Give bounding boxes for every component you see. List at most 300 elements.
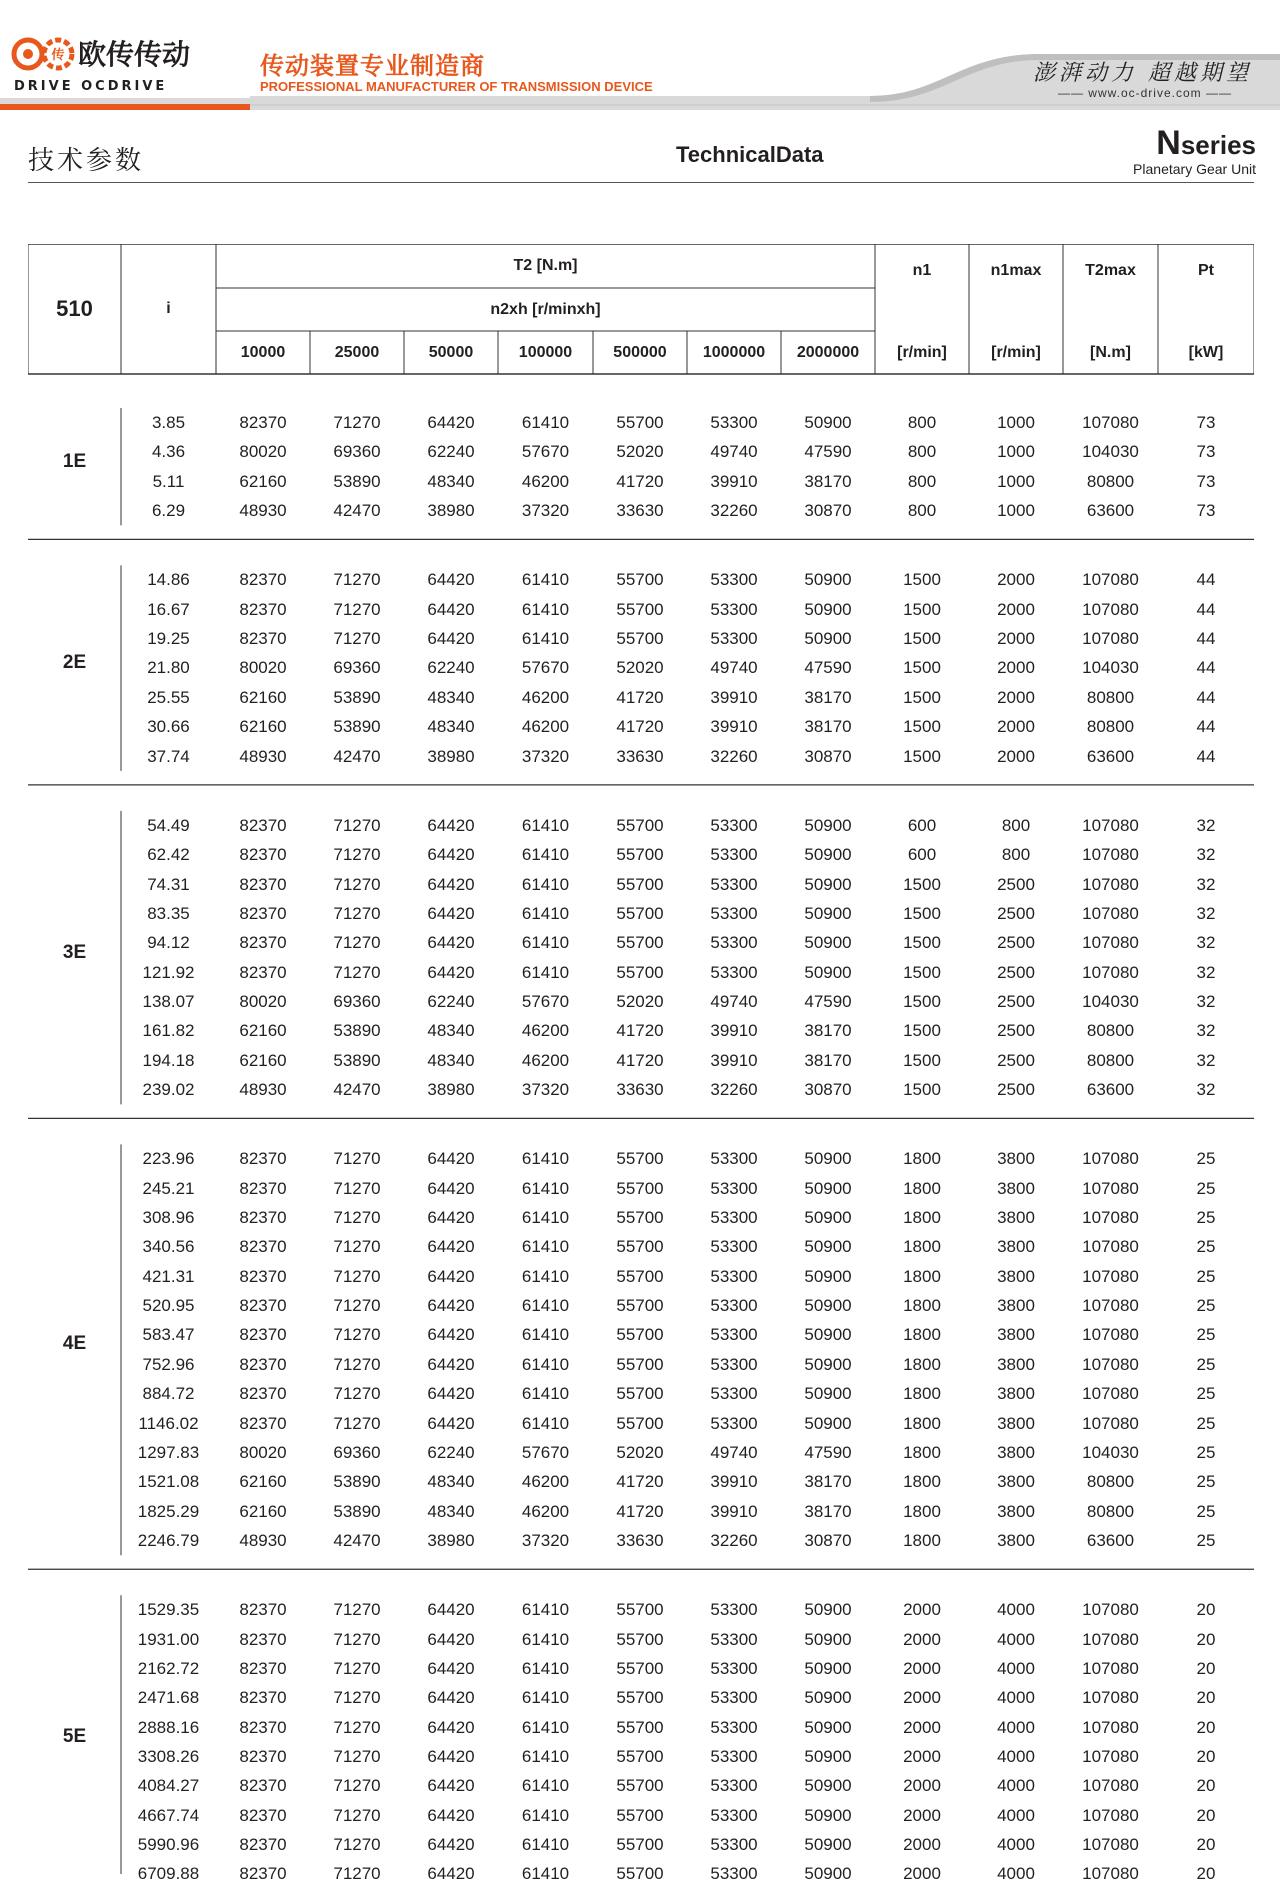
value-cell: 37320	[521, 746, 570, 766]
value-cell: 61410	[521, 874, 570, 894]
value-cell: 53300	[710, 1149, 758, 1169]
value-cell: 82370	[239, 815, 287, 835]
value-cell: 38170	[804, 1050, 852, 1070]
model-number: 510	[56, 296, 93, 321]
column-unit-pt: [kW]	[1188, 344, 1224, 361]
value-cell: 1800	[903, 1384, 941, 1404]
value-cell: 53890	[333, 471, 381, 491]
value-cell: 71270	[333, 570, 381, 590]
value-cell: 50900	[804, 845, 852, 865]
value-cell: 71270	[333, 933, 381, 953]
ratio-cell: 520.95	[142, 1296, 195, 1316]
value-cell: 82370	[239, 1629, 287, 1649]
ratio-cell: 19.25	[147, 629, 190, 649]
n2xh-value-header: 500000	[613, 344, 667, 361]
value-cell: 50900	[804, 1658, 852, 1678]
ratio-cell: 37.74	[147, 746, 190, 766]
value-cell: 30870	[804, 746, 852, 766]
value-cell: 1500	[903, 933, 941, 953]
value-cell: 800	[1001, 815, 1031, 835]
value-cell: 69360	[333, 991, 381, 1011]
value-cell: 71270	[333, 413, 381, 432]
value-cell: 61410	[521, 599, 570, 619]
value-cell: 50900	[804, 933, 852, 953]
value-cell: 38170	[804, 1021, 852, 1041]
value-cell: 50900	[804, 599, 852, 619]
column-unit-n1: [r/min]	[897, 344, 947, 361]
ratio-cell: 1297.83	[137, 1442, 200, 1462]
ratio-cell: 121.92	[142, 962, 195, 982]
value-cell: 71270	[333, 1658, 381, 1678]
value-cell: 107080	[1082, 599, 1139, 619]
value-cell: 61410	[521, 903, 570, 923]
value-cell: 53300	[710, 1658, 758, 1678]
value-cell: 64420	[427, 1149, 475, 1169]
value-cell: 44	[1196, 658, 1216, 678]
value-cell: 49740	[710, 442, 758, 462]
value-cell: 33630	[616, 1530, 664, 1550]
value-cell: 32	[1196, 991, 1216, 1011]
value-cell: 47590	[804, 1442, 852, 1462]
value-cell: 2000	[903, 1805, 941, 1825]
value-cell: 48340	[427, 1050, 475, 1070]
value-cell: 32260	[710, 501, 758, 521]
value-cell: 64420	[427, 1688, 475, 1708]
value-cell: 1500	[903, 570, 941, 590]
value-cell: 107080	[1082, 962, 1139, 982]
value-cell: 64420	[427, 1658, 475, 1678]
value-cell: 55700	[616, 815, 664, 835]
value-cell: 82370	[239, 1747, 287, 1766]
value-cell: 1000	[997, 442, 1035, 462]
value-cell: 2500	[997, 1080, 1035, 1099]
series-badge: Nseries Planetary Gear Unit	[1133, 124, 1256, 177]
value-cell: 82370	[239, 1805, 287, 1825]
value-cell: 32	[1196, 845, 1216, 865]
value-cell: 50900	[804, 874, 852, 894]
value-cell: 53300	[710, 1266, 758, 1286]
ratio-cell: 239.02	[142, 1080, 195, 1099]
value-cell: 4000	[997, 1776, 1035, 1796]
ratio-cell: 25.55	[147, 687, 190, 707]
value-cell: 20	[1196, 1835, 1216, 1855]
value-cell: 800	[907, 501, 937, 521]
value-cell: 64420	[427, 1776, 475, 1796]
value-cell: 107080	[1082, 1805, 1139, 1825]
value-cell: 64420	[427, 1805, 475, 1825]
value-cell: 57670	[521, 991, 570, 1011]
ratio-cell: 5990.96	[137, 1835, 200, 1855]
value-cell: 1800	[903, 1178, 941, 1198]
column-header-pt: Pt	[1198, 262, 1214, 279]
value-cell: 44	[1196, 599, 1216, 619]
value-cell: 50900	[804, 962, 852, 982]
value-cell: 64420	[427, 903, 475, 923]
value-cell: 53300	[710, 933, 758, 953]
t2-header: T2 [N.m]	[513, 257, 578, 274]
value-cell: 2000	[997, 658, 1035, 678]
value-cell: 3800	[997, 1413, 1035, 1433]
value-cell: 107080	[1082, 1384, 1139, 1404]
value-cell: 64420	[427, 1325, 475, 1345]
value-cell: 38980	[427, 746, 475, 766]
value-cell: 55700	[616, 962, 664, 982]
ratio-cell: 83.35	[147, 903, 190, 923]
value-cell: 53300	[710, 1717, 758, 1737]
value-cell: 49740	[710, 991, 758, 1011]
value-cell: 1500	[903, 746, 941, 766]
value-cell: 41720	[616, 1050, 664, 1070]
value-cell: 50900	[804, 1747, 852, 1766]
column-unit-n1max: [r/min]	[991, 344, 1041, 361]
value-cell: 107080	[1082, 413, 1139, 432]
value-cell: 107080	[1082, 1600, 1139, 1620]
value-cell: 82370	[239, 962, 287, 982]
value-cell: 61410	[521, 1747, 570, 1766]
value-cell: 53300	[710, 413, 758, 432]
value-cell: 1500	[903, 658, 941, 678]
value-cell: 32	[1196, 1021, 1216, 1041]
value-cell: 80020	[239, 991, 287, 1011]
value-cell: 50900	[804, 570, 852, 590]
value-cell: 71270	[333, 1688, 381, 1708]
value-cell: 50900	[804, 1835, 852, 1855]
value-cell: 71270	[333, 1600, 381, 1620]
value-cell: 107080	[1082, 1296, 1139, 1316]
value-cell: 104030	[1082, 991, 1139, 1011]
ratio-cell: 14.86	[147, 570, 190, 590]
value-cell: 61410	[521, 1600, 570, 1620]
stage-group-label: 2E	[62, 652, 87, 674]
value-cell: 2000	[903, 1835, 941, 1855]
value-cell: 2000	[903, 1629, 941, 1649]
ratio-cell: 5.11	[152, 471, 185, 491]
value-cell: 61410	[521, 413, 570, 432]
value-cell: 107080	[1082, 1688, 1139, 1708]
value-cell: 50900	[804, 1805, 852, 1825]
value-cell: 61410	[521, 815, 570, 835]
value-cell: 38980	[427, 501, 475, 521]
value-cell: 38170	[804, 717, 852, 737]
value-cell: 61410	[521, 933, 570, 953]
value-cell: 33630	[616, 1080, 664, 1099]
value-cell: 53300	[710, 1776, 758, 1796]
page-title-en: TechnicalData	[676, 142, 824, 167]
value-cell: 46200	[521, 1501, 570, 1521]
value-cell: 4000	[997, 1629, 1035, 1649]
value-cell: 38980	[427, 1530, 475, 1550]
svg-text:DRIVE OCDRIVE: DRIVE OCDRIVE	[14, 79, 168, 94]
value-cell: 3800	[997, 1501, 1035, 1521]
value-cell: 2000	[997, 746, 1035, 766]
value-cell: 71270	[333, 1354, 381, 1374]
ratio-cell: 54.49	[147, 815, 190, 835]
value-cell: 61410	[521, 1384, 570, 1404]
value-cell: 55700	[616, 1266, 664, 1286]
value-cell: 55700	[616, 570, 664, 590]
value-cell: 50900	[804, 1354, 852, 1374]
ratio-cell: 1529.35	[137, 1600, 200, 1620]
value-cell: 53890	[333, 1501, 381, 1521]
value-cell: 64420	[427, 1864, 475, 1884]
value-cell: 53300	[710, 962, 758, 982]
value-cell: 53300	[710, 1354, 758, 1374]
value-cell: 57670	[521, 442, 570, 462]
value-cell: 61410	[521, 1776, 570, 1796]
value-cell: 53300	[710, 1296, 758, 1316]
value-cell: 82370	[239, 1178, 287, 1198]
value-cell: 107080	[1082, 1237, 1139, 1257]
ratio-cell: 245.21	[142, 1178, 195, 1198]
value-cell: 69360	[333, 1442, 381, 1462]
value-cell: 3800	[997, 1178, 1035, 1198]
value-cell: 53300	[710, 1237, 758, 1257]
value-cell: 55700	[616, 1747, 664, 1766]
value-cell: 53300	[710, 1600, 758, 1620]
value-cell: 71270	[333, 903, 381, 923]
value-cell: 4000	[997, 1600, 1035, 1620]
value-cell: 3800	[997, 1237, 1035, 1257]
column-header-n1max: n1max	[990, 262, 1042, 279]
value-cell: 600	[907, 845, 937, 865]
value-cell: 53890	[333, 717, 381, 737]
n2xh-value-header: 10000	[240, 344, 286, 361]
value-cell: 82370	[239, 933, 287, 953]
value-cell: 1500	[903, 962, 941, 982]
value-cell: 55700	[616, 903, 664, 923]
value-cell: 2000	[903, 1600, 941, 1620]
value-cell: 50900	[804, 413, 852, 432]
value-cell: 107080	[1082, 815, 1139, 835]
value-cell: 48340	[427, 1021, 475, 1041]
value-cell: 82370	[239, 874, 287, 894]
value-cell: 71270	[333, 1805, 381, 1825]
value-cell: 2000	[903, 1717, 941, 1737]
value-cell: 107080	[1082, 1354, 1139, 1374]
value-cell: 82370	[239, 1384, 287, 1404]
value-cell: 53300	[710, 815, 758, 835]
value-cell: 104030	[1082, 658, 1139, 678]
value-cell: 50900	[804, 1864, 852, 1884]
ratio-cell: 2162.72	[137, 1658, 200, 1678]
value-cell: 71270	[333, 629, 381, 649]
n2xh-header: n2xh [r/minxh]	[490, 301, 601, 318]
value-cell: 4000	[997, 1864, 1035, 1884]
stage-group-label: 5E	[62, 1726, 87, 1748]
value-cell: 62160	[239, 1050, 287, 1070]
value-cell: 48340	[427, 471, 475, 491]
ratio-cell: 6.29	[151, 501, 186, 521]
website-link[interactable]: —— www.oc-drive.com ——	[1057, 86, 1232, 100]
value-cell: 38170	[804, 1501, 852, 1521]
ratio-cell: 138.07	[142, 991, 195, 1011]
value-cell: 800	[907, 413, 937, 432]
value-cell: 61410	[521, 1835, 570, 1855]
value-cell: 61410	[521, 1413, 570, 1433]
value-cell: 32	[1196, 1050, 1216, 1070]
value-cell: 800	[1001, 845, 1031, 865]
value-cell: 80800	[1086, 1501, 1135, 1521]
ratio-cell: 74.31	[147, 874, 190, 894]
value-cell: 32	[1196, 903, 1216, 923]
n2xh-value-header: 25000	[334, 344, 380, 361]
value-cell: 50900	[804, 1296, 852, 1316]
value-cell: 41720	[616, 1472, 664, 1492]
value-cell: 4000	[997, 1688, 1035, 1708]
value-cell: 57670	[521, 1442, 570, 1462]
value-cell: 2000	[997, 687, 1035, 707]
value-cell: 20	[1196, 1600, 1216, 1620]
value-cell: 107080	[1082, 1178, 1139, 1198]
company-logo	[10, 28, 210, 98]
value-cell: 53300	[710, 1805, 758, 1825]
value-cell: 50900	[804, 1178, 852, 1198]
value-cell: 2500	[997, 874, 1035, 894]
value-cell: 71270	[333, 1266, 381, 1286]
value-cell: 47590	[804, 442, 852, 462]
value-cell: 53300	[710, 1178, 758, 1198]
value-cell: 55700	[616, 1835, 664, 1855]
value-cell: 50900	[804, 1237, 852, 1257]
value-cell: 53300	[710, 1384, 758, 1404]
svg-text:欧传传动: 欧传传动	[78, 38, 191, 71]
value-cell: 2000	[997, 570, 1035, 590]
value-cell: 82370	[239, 1658, 287, 1678]
ratio-cell: 2246.79	[137, 1530, 200, 1550]
value-cell: 57670	[521, 658, 570, 678]
value-cell: 61410	[521, 1296, 570, 1316]
value-cell: 38170	[804, 471, 852, 491]
n2xh-value-header: 1000000	[702, 344, 766, 361]
value-cell: 61410	[521, 845, 570, 865]
value-cell: 80800	[1086, 717, 1135, 737]
value-cell: 71270	[333, 1384, 381, 1404]
value-cell: 80800	[1086, 471, 1135, 491]
value-cell: 71270	[333, 1747, 381, 1766]
value-cell: 82370	[239, 570, 287, 590]
ratio-cell: 340.56	[142, 1237, 195, 1257]
value-cell: 62160	[239, 717, 287, 737]
value-cell: 2500	[997, 1050, 1035, 1070]
value-cell: 20	[1196, 1747, 1216, 1766]
value-cell: 61410	[521, 570, 570, 590]
value-cell: 82370	[239, 1296, 287, 1316]
value-cell: 82370	[239, 1776, 287, 1796]
ratio-cell: 4.36	[151, 442, 186, 462]
value-cell: 25	[1196, 1178, 1216, 1198]
value-cell: 1800	[903, 1149, 941, 1169]
value-cell: 44	[1196, 687, 1216, 707]
value-cell: 64420	[427, 1384, 475, 1404]
value-cell: 50900	[804, 1325, 852, 1345]
value-cell: 53300	[710, 1864, 758, 1884]
value-cell: 32	[1196, 1080, 1216, 1099]
value-cell: 2500	[997, 962, 1035, 982]
value-cell: 82370	[239, 1717, 287, 1737]
value-cell: 20	[1196, 1805, 1216, 1825]
value-cell: 62160	[239, 1472, 287, 1492]
value-cell: 55700	[616, 1600, 664, 1620]
value-cell: 107080	[1082, 1413, 1139, 1433]
value-cell: 50900	[804, 1776, 852, 1796]
value-cell: 4000	[997, 1717, 1035, 1737]
value-cell: 39910	[710, 471, 758, 491]
value-cell: 25	[1196, 1149, 1216, 1169]
value-cell: 71270	[333, 1629, 381, 1649]
value-cell: 2000	[903, 1776, 941, 1796]
n2xh-value-header: 2000000	[796, 344, 860, 361]
value-cell: 71270	[333, 1149, 381, 1169]
value-cell: 64420	[427, 874, 475, 894]
value-cell: 82370	[239, 1237, 287, 1257]
value-cell: 64420	[427, 1208, 475, 1228]
value-cell: 64420	[427, 1296, 475, 1316]
value-cell: 1800	[903, 1237, 941, 1257]
value-cell: 42470	[333, 1530, 381, 1550]
stage-group-label: 3E	[62, 941, 87, 963]
value-cell: 53300	[710, 1747, 758, 1766]
value-cell: 25	[1196, 1266, 1216, 1286]
value-cell: 71270	[333, 874, 381, 894]
value-cell: 39910	[710, 687, 758, 707]
value-cell: 61410	[521, 1237, 570, 1257]
page-title-cn: 技术参数	[28, 145, 145, 175]
ratio-cell: 421.31	[142, 1266, 195, 1286]
value-cell: 25	[1196, 1354, 1216, 1374]
ratio-cell: 1931.00	[137, 1629, 200, 1649]
value-cell: 2000	[997, 717, 1035, 737]
value-cell: 1800	[903, 1208, 941, 1228]
value-cell: 55700	[616, 1149, 664, 1169]
value-cell: 107080	[1082, 570, 1139, 590]
value-cell: 48930	[239, 501, 287, 521]
value-cell: 64420	[427, 1413, 475, 1433]
value-cell: 1500	[903, 629, 941, 649]
value-cell: 42470	[333, 746, 381, 766]
value-cell: 107080	[1082, 1208, 1139, 1228]
value-cell: 55700	[616, 1296, 664, 1316]
value-cell: 107080	[1082, 1835, 1139, 1855]
value-cell: 71270	[333, 1325, 381, 1345]
value-cell: 49740	[710, 1442, 758, 1462]
value-cell: 107080	[1082, 933, 1139, 953]
value-cell: 80020	[239, 658, 287, 678]
value-cell: 2000	[903, 1688, 941, 1708]
value-cell: 71270	[333, 599, 381, 619]
value-cell: 71270	[333, 1237, 381, 1257]
value-cell: 73	[1196, 413, 1216, 432]
value-cell: 2500	[997, 991, 1035, 1011]
value-cell: 25	[1196, 1325, 1216, 1345]
value-cell: 52020	[616, 991, 664, 1011]
series-subtitle: Planetary Gear Unit	[1133, 161, 1256, 177]
ratio-cell: 4084.27	[137, 1776, 200, 1796]
value-cell: 107080	[1082, 903, 1139, 923]
value-cell: 61410	[521, 962, 570, 982]
value-cell: 50900	[804, 903, 852, 923]
value-cell: 3800	[997, 1325, 1035, 1345]
value-cell: 1500	[903, 991, 941, 1011]
value-cell: 80020	[239, 442, 287, 462]
ratio-cell: 583.47	[142, 1325, 195, 1345]
value-cell: 71270	[333, 1776, 381, 1796]
value-cell: 107080	[1082, 874, 1139, 894]
value-cell: 107080	[1082, 629, 1139, 649]
value-cell: 80020	[239, 1442, 287, 1462]
value-cell: 1800	[903, 1442, 941, 1462]
value-cell: 39910	[710, 717, 758, 737]
value-cell: 107080	[1082, 1266, 1139, 1286]
